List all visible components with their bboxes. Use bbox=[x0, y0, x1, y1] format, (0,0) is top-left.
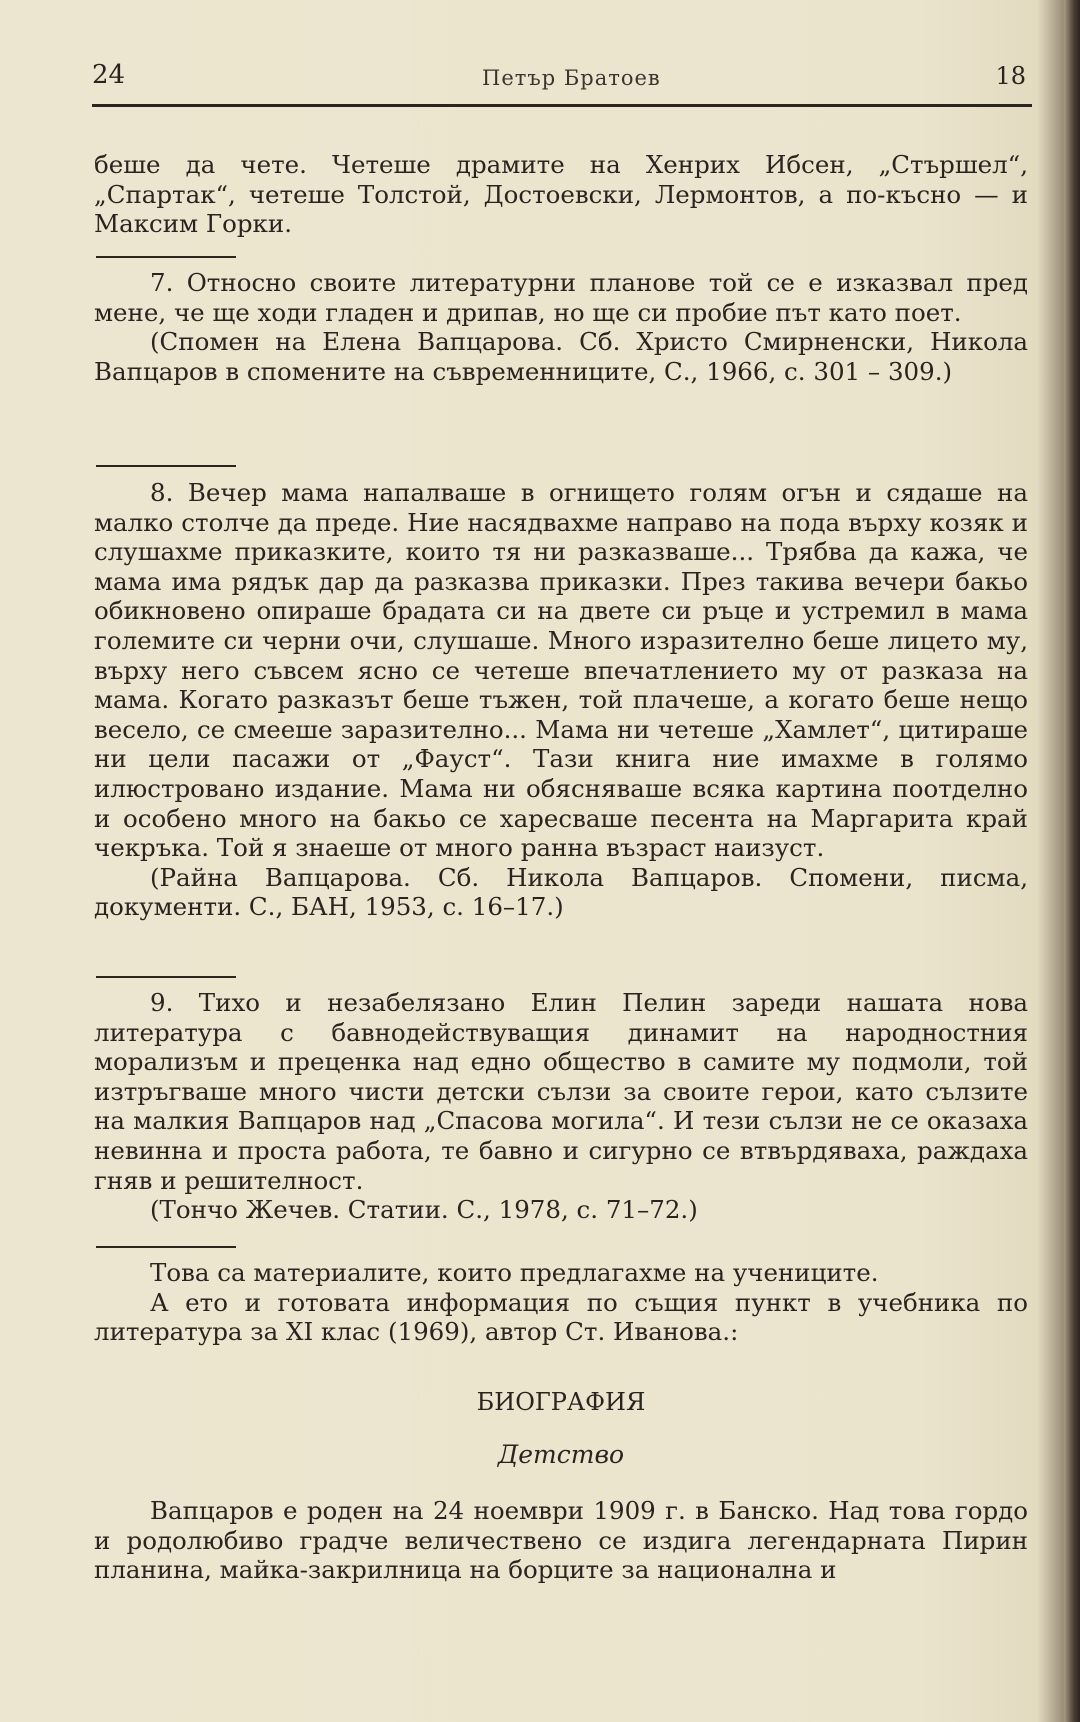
subsection-title: Детство bbox=[497, 1440, 625, 1469]
item-7-source: (Спомен на Елена Вапцарова. Сб. Христо Смирненски, Никола Вапцаров в спомените на съвременниците, С., 1966, с. 301 – 309.) bbox=[94, 327, 1028, 386]
item-9-text: 9. Тихо и незабелязано Елин Пелин зареди нашата нова литература с бавнодействуващия динамит на народностния морализъм и преценка над едно общество в самите му подмоли, той изтръгваше много чисти детски сълзи за своите герои, като сълзите на малкия Вапцаров над „Спасова могила“. И тези сълзи не се оказаха невинна и проста работа, те бавно и сигурно се втвърдяваха, раждаха гняв и решителност. bbox=[94, 988, 1028, 1195]
section-number: 18 bbox=[995, 62, 1026, 90]
running-title: Петър Братоев bbox=[482, 66, 661, 90]
closing-line-1: Това са материалите, които предлагахме на учениците. bbox=[150, 1258, 879, 1287]
separator-rule bbox=[96, 465, 236, 467]
separator-rule bbox=[96, 1246, 236, 1248]
item-8 bbox=[94, 478, 1028, 922]
intro-paragraph: беше да чете. Четеше драмите на Хенрих Ибсен, „Стършел“, „Спартак“, четеше Толстой, Достоевски, Лермонтов, а по-късно — и Максим Горки. bbox=[94, 150, 1028, 239]
item-7 bbox=[94, 268, 1028, 386]
item-9-source: (Тончо Жечев. Статии. С., 1978, с. 71–72.) bbox=[150, 1195, 698, 1225]
page-edge bbox=[1064, 0, 1080, 1722]
page-header bbox=[92, 60, 1032, 100]
biography-paragraph: Вапцаров е роден на 24 ноември 1909 г. в Банско. Над това гордо и родолюбиво градче величествено се издига легендарната Пирин планина, майка-закрилница на борците за национална и bbox=[94, 1496, 1028, 1585]
separator-rule bbox=[96, 256, 236, 258]
item-8-text: 8. Вечер мама напалваше в огнището голям огън и сядаше на малко столче да преде. Ние насядвахме направо на пода върху козяк и слушахме приказките, които тя ни разказваше... Трябва да кажа, че мама има рядък дар да разказва приказки. През такива вечери бакьо обикновено опираше брадата си на двете си ръце и устремил в мама големите си черни очи, слушаше. Много изразително беше лицето му, върху него съвсем ясно се четеше впечатлението му от разказа на мама. Когато разказът беше тъжен, той плачеше, а когато беше нещо весело, се смееше заразително... Мама ни четеше „Хамлет“, цитираше ни цели пасажи от „Фауст“. Тази книга ние имахме в голямо илюстровано издание. Мама ни обясняваше всяка картина поотделно и особено много на бакьо се харесваше песента на Маргарита край чекръка. Той я знаеше от много ранна възраст наизуст. bbox=[94, 478, 1028, 863]
closing-line-2: А ето и готовата информация по същия пункт в учебника по литература за XI клас (1969), автор Ст. Иванова.: bbox=[94, 1287, 1028, 1347]
separator-rule bbox=[96, 976, 236, 978]
page-number: 24 bbox=[92, 60, 126, 90]
item-7-text: 7. Относно своите литературни планове той се е изказвал пред мене, че ще ходи гладен и дрипав, но ще си пробие път като поет. bbox=[94, 268, 1028, 327]
item-8-source: (Райна Вапцарова. Сб. Никола Вапцаров. Спомени, писма, документи. С., БАН, 1953, с. 16–17.) bbox=[94, 862, 1028, 922]
item-9 bbox=[94, 988, 1028, 1225]
section-title: БИОГРАФИЯ bbox=[476, 1388, 646, 1416]
closing-paragraphs bbox=[94, 1258, 1028, 1347]
header-rule bbox=[92, 104, 1032, 107]
